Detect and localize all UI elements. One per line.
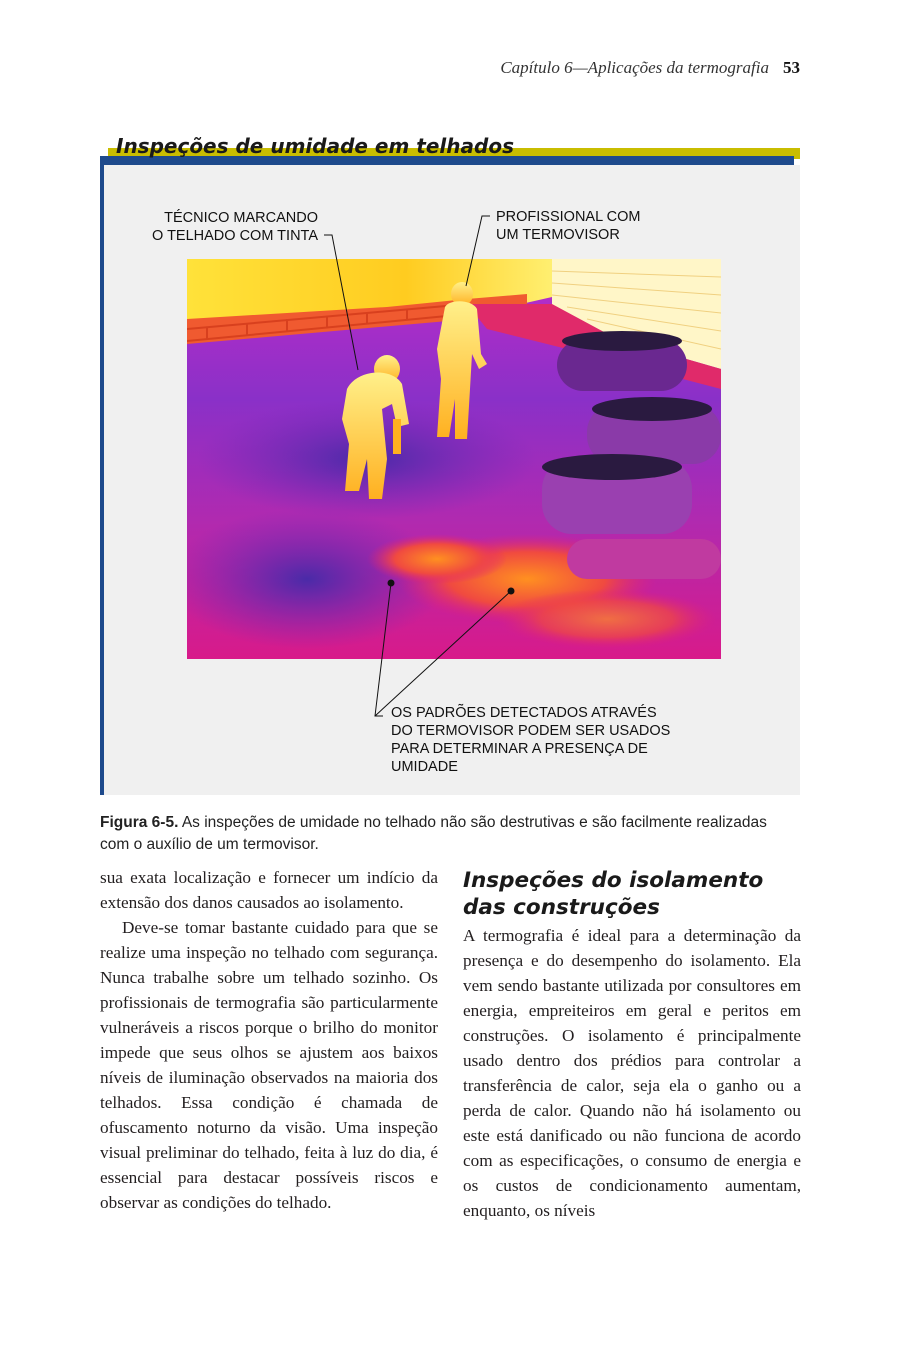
figure-title: Inspeções de umidade em telhados bbox=[116, 134, 514, 158]
figure-caption bbox=[100, 812, 800, 856]
chapter-title: Capítulo 6—Aplicações da termografia bbox=[500, 58, 769, 77]
left-column bbox=[100, 865, 438, 1215]
callout-technician: TÉCNICO MARCANDO O TELHADO COM TINTA bbox=[152, 210, 318, 244]
section-heading: Inspeções do isolamento das construções bbox=[463, 868, 764, 920]
running-head bbox=[500, 58, 800, 78]
figure-panel bbox=[104, 165, 800, 795]
caption-label: Figura 6-5. bbox=[100, 814, 179, 831]
thermal-image bbox=[187, 259, 721, 659]
caption-text: As inspeções de umidade no telhado não são destrutivas e são facilmente realizadas com o auxílio de um termovisor. bbox=[100, 814, 767, 853]
callout-patterns: OS PADRÕES DETECTADOS ATRAVÉS DO TERMOVISOR PODEM SER USADOS PARA DETERMINAR A PRESENÇA DE UMIDADE bbox=[391, 705, 671, 775]
right-paragraph-1: A termografia é ideal para a determinação da presença e do desempenho do isolamento. Ela vem sendo bastante utilizada por consultores em energia, empreiteiros em geral e peritos em construções. O isolamento é principalmente usado dentro dos prédios para controlar a transferência de calor, seja ela o ganho ou a perda de calor. Quando não há isolamento ou este está danificado ou não funciona de acordo com as especificações, o consumo de energia e os custos de condicionamento aumentam, enquanto, os níveis bbox=[463, 926, 801, 1220]
left-paragraph-1: sua exata localização e fornecer um indício da extensão dos danos causados ao isolamento. bbox=[100, 868, 438, 912]
callout-professional: PROFISSIONAL COM UM TERMOVISOR bbox=[496, 209, 641, 243]
page-number: 53 bbox=[783, 58, 800, 77]
right-column bbox=[463, 865, 801, 1223]
left-paragraph-2: Deve-se tomar bastante cuidado para que se realize uma inspeção no telhado com segurança. Nunca trabalhe sobre um telhado sozinho. Os profissionais de termografia são particularmente vulneráveis a riscos porque o brilho do monitor impede que seus olhos se ajustem aos baixos níveis de iluminação observados na maioria dos telhados. Essa condição é chamada de ofuscamento noturno da visão. Uma inspeção visual preliminar do telhado, feita à luz do dia, é essencial para destacar possíveis riscos e observar as condições do telhado. bbox=[100, 918, 438, 1212]
figure-6-5 bbox=[100, 134, 800, 795]
